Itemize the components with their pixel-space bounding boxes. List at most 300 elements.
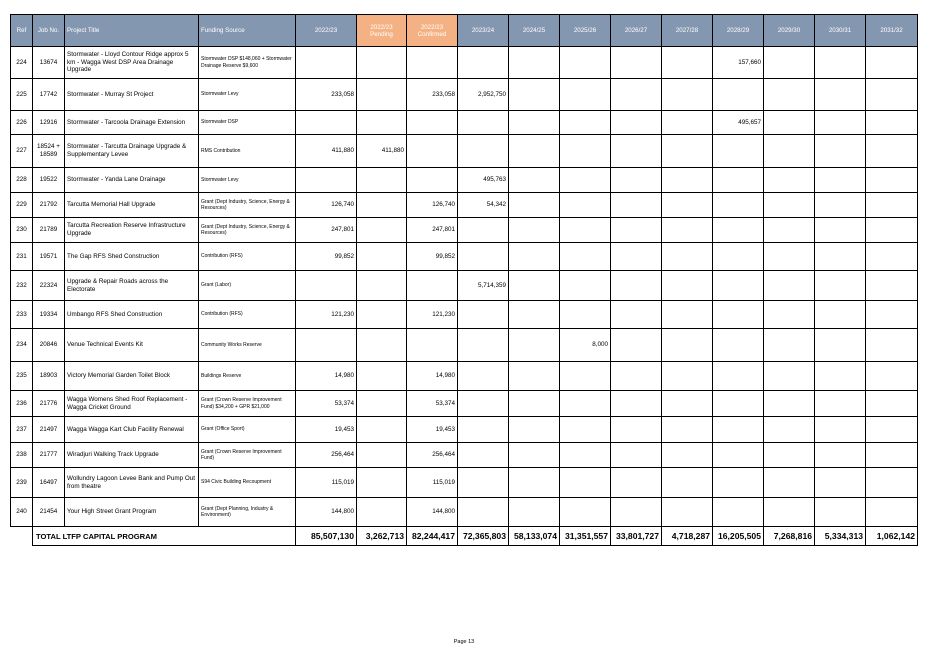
amount-cell	[611, 111, 662, 135]
funding-source-cell: Buildings Reserve	[199, 362, 296, 391]
amount-cell	[815, 329, 866, 362]
project-title-cell: Wollundry Lagoon Levee Bank and Pump Out from theatre	[65, 468, 199, 498]
amount-cell	[458, 417, 509, 443]
amount-cell	[560, 301, 611, 329]
amount-cell	[560, 468, 611, 498]
amount-cell	[815, 417, 866, 443]
amount-cell	[509, 193, 560, 218]
ref-cell: 232	[11, 271, 33, 301]
amount-cell	[296, 111, 357, 135]
amount-cell	[866, 193, 918, 218]
funding-source-cell: Contribution (RFS)	[199, 301, 296, 329]
funding-source-cell: Grant (Dept Industry, Science, Energy & Resources)	[199, 193, 296, 218]
amount-cell: 99,852	[296, 243, 357, 271]
amount-cell	[713, 135, 764, 168]
amount-cell	[611, 243, 662, 271]
amount-cell	[357, 443, 407, 468]
amount-cell	[458, 468, 509, 498]
amount-cell	[560, 111, 611, 135]
amount-cell: 144,800	[407, 498, 458, 527]
header-2027-28: 2027/28	[662, 15, 713, 47]
ref-cell: 225	[11, 79, 33, 111]
amount-cell	[560, 391, 611, 417]
project-title-cell: Wagga Wagga Kart Club Facility Renewal	[65, 417, 199, 443]
amount-cell	[458, 111, 509, 135]
funding-source-cell: Community Works Reserve	[199, 329, 296, 362]
total-cell: 7,268,816	[764, 527, 815, 546]
amount-cell: 411,880	[296, 135, 357, 168]
amount-cell	[509, 468, 560, 498]
amount-cell	[458, 218, 509, 243]
amount-cell	[713, 168, 764, 193]
amount-cell	[866, 468, 918, 498]
amount-cell	[509, 135, 560, 168]
table-row	[11, 135, 918, 168]
amount-cell: 495,657	[713, 111, 764, 135]
project-title-cell: Tarcutta Memorial Hall Upgrade	[65, 193, 199, 218]
amount-cell	[764, 79, 815, 111]
amount-cell	[662, 79, 713, 111]
amount-cell	[611, 79, 662, 111]
amount-cell	[713, 362, 764, 391]
project-title-cell: Stormwater - Yanda Lane Drainage	[65, 168, 199, 193]
amount-cell	[866, 79, 918, 111]
amount-cell	[866, 443, 918, 468]
amount-cell	[815, 443, 866, 468]
project-title-cell: Wagga Womens Shed Roof Replacement - Wagga Cricket Ground	[65, 391, 199, 417]
header-ref: Ref	[11, 15, 33, 47]
amount-cell	[662, 329, 713, 362]
amount-cell	[713, 391, 764, 417]
page-number: Page 13	[453, 639, 475, 645]
amount-cell	[662, 362, 713, 391]
amount-cell	[866, 135, 918, 168]
amount-cell: 19,453	[407, 417, 458, 443]
amount-cell	[764, 362, 815, 391]
funding-source-cell: Stormwater Levy	[199, 168, 296, 193]
ref-cell: 230	[11, 218, 33, 243]
amount-cell	[611, 193, 662, 218]
job-number-cell: 16497	[33, 468, 65, 498]
total-cell: 85,507,130	[296, 527, 357, 546]
amount-cell: 121,230	[296, 301, 357, 329]
funding-source-cell: Grant (Dept Planning, Industry & Environment)	[199, 498, 296, 527]
ref-cell: 238	[11, 443, 33, 468]
amount-cell: 115,019	[296, 468, 357, 498]
header-2026-27: 2026/27	[611, 15, 662, 47]
amount-cell: 157,660	[713, 47, 764, 79]
amount-cell	[815, 79, 866, 111]
amount-cell	[815, 135, 866, 168]
funding-source-cell: Stormwater DSP $148,060 + Stormwater Drainage Reserve $9,600	[199, 47, 296, 79]
amount-cell	[357, 111, 407, 135]
amount-cell	[458, 47, 509, 79]
amount-cell: 247,801	[407, 218, 458, 243]
header-2023-24: 2023/24	[458, 15, 509, 47]
ref-cell: 228	[11, 168, 33, 193]
amount-cell: 53,374	[407, 391, 458, 417]
amount-cell	[611, 271, 662, 301]
amount-cell	[764, 391, 815, 417]
amount-cell	[357, 168, 407, 193]
amount-cell	[458, 498, 509, 527]
header-2030-31: 2030/31	[815, 15, 866, 47]
ref-cell: 239	[11, 468, 33, 498]
amount-cell: 115,019	[407, 468, 458, 498]
amount-cell	[509, 391, 560, 417]
ref-cell: 240	[11, 498, 33, 527]
job-number-cell: 18903	[33, 362, 65, 391]
funding-source-cell: Stormwater Levy	[199, 79, 296, 111]
funding-source-cell: S94 Civic Building Recoupment	[199, 468, 296, 498]
amount-cell	[713, 79, 764, 111]
total-row	[11, 527, 918, 546]
amount-cell	[764, 443, 815, 468]
amount-cell	[713, 329, 764, 362]
header-2022-23: 2022/23	[296, 15, 357, 47]
header-title: Project Title	[65, 15, 199, 47]
amount-cell: 54,342	[458, 193, 509, 218]
amount-cell	[764, 498, 815, 527]
amount-cell	[509, 443, 560, 468]
amount-cell	[407, 111, 458, 135]
amount-cell	[560, 271, 611, 301]
header-job: Job No.	[33, 15, 65, 47]
amount-cell	[815, 47, 866, 79]
amount-cell	[611, 417, 662, 443]
amount-cell: 8,000	[560, 329, 611, 362]
job-number-cell: 21789	[33, 218, 65, 243]
amount-cell	[509, 498, 560, 527]
ref-cell: 224	[11, 47, 33, 79]
ref-cell: 236	[11, 391, 33, 417]
amount-cell	[357, 47, 407, 79]
amount-cell	[713, 443, 764, 468]
amount-cell	[764, 329, 815, 362]
amount-cell	[611, 498, 662, 527]
amount-cell	[713, 498, 764, 527]
project-title-cell: Wiradjuri Walking Track Upgrade	[65, 443, 199, 468]
amount-cell	[662, 498, 713, 527]
amount-cell	[611, 443, 662, 468]
amount-cell	[815, 218, 866, 243]
amount-cell	[509, 417, 560, 443]
amount-cell	[662, 443, 713, 468]
amount-cell	[662, 135, 713, 168]
amount-cell	[866, 329, 918, 362]
amount-cell	[458, 243, 509, 271]
amount-cell	[662, 301, 713, 329]
amount-cell	[560, 362, 611, 391]
amount-cell	[509, 47, 560, 79]
total-cell: 58,133,074	[509, 527, 560, 546]
amount-cell: 5,714,359	[458, 271, 509, 301]
header-pending: 2022/23 Pending	[357, 15, 407, 47]
table-row	[11, 271, 918, 301]
amount-cell	[815, 391, 866, 417]
amount-cell	[662, 193, 713, 218]
table-row	[11, 362, 918, 391]
job-number-cell: 13674	[33, 47, 65, 79]
header-row	[11, 15, 918, 47]
header-2028-29: 2028/29	[713, 15, 764, 47]
table-row	[11, 47, 918, 79]
table-body	[11, 47, 918, 527]
amount-cell	[866, 391, 918, 417]
amount-cell	[296, 271, 357, 301]
table-row	[11, 498, 918, 527]
job-number-cell: 21454	[33, 498, 65, 527]
header-funding: Funding Source	[199, 15, 296, 47]
amount-cell: 144,800	[296, 498, 357, 527]
amount-cell	[560, 443, 611, 468]
amount-cell	[815, 243, 866, 271]
amount-cell: 126,740	[296, 193, 357, 218]
amount-cell	[560, 79, 611, 111]
job-number-cell: 21497	[33, 417, 65, 443]
amount-cell	[560, 218, 611, 243]
amount-cell	[764, 417, 815, 443]
amount-cell	[662, 417, 713, 443]
funding-source-cell: Grant (Office Sport)	[199, 417, 296, 443]
project-title-cell: Venue Technical Events Kit	[65, 329, 199, 362]
amount-cell: 126,740	[407, 193, 458, 218]
amount-cell	[357, 301, 407, 329]
total-blank-ref	[11, 527, 33, 546]
job-number-cell: 19522	[33, 168, 65, 193]
amount-cell: 2,952,750	[458, 79, 509, 111]
amount-cell	[509, 329, 560, 362]
job-number-cell: 21776	[33, 391, 65, 417]
project-title-cell: Umbango RFS Shed Construction	[65, 301, 199, 329]
ref-cell: 234	[11, 329, 33, 362]
project-title-cell: Stormwater - Murray St Project	[65, 79, 199, 111]
ref-cell: 231	[11, 243, 33, 271]
amount-cell	[662, 468, 713, 498]
project-title-cell: Victory Memorial Garden Toilet Block	[65, 362, 199, 391]
total-cell: 72,365,803	[458, 527, 509, 546]
table-row	[11, 218, 918, 243]
amount-cell	[764, 468, 815, 498]
header-2031-32: 2031/32	[866, 15, 918, 47]
amount-cell	[866, 168, 918, 193]
amount-cell	[509, 301, 560, 329]
project-title-cell: Tarcutta Recreation Reserve Infrastructure Upgrade	[65, 218, 199, 243]
amount-cell: 247,801	[296, 218, 357, 243]
project-title-cell: Upgrade & Repair Roads across the Electorate	[65, 271, 199, 301]
amount-cell	[509, 218, 560, 243]
amount-cell	[560, 193, 611, 218]
funding-source-cell: Grant (Labor)	[199, 271, 296, 301]
amount-cell: 495,763	[458, 168, 509, 193]
amount-cell	[611, 168, 662, 193]
amount-cell	[357, 79, 407, 111]
amount-cell	[611, 329, 662, 362]
amount-cell	[866, 417, 918, 443]
amount-cell	[713, 218, 764, 243]
amount-cell: 256,464	[407, 443, 458, 468]
amount-cell	[407, 168, 458, 193]
table-row	[11, 193, 918, 218]
amount-cell	[662, 391, 713, 417]
ref-cell: 237	[11, 417, 33, 443]
amount-cell	[357, 468, 407, 498]
total-cell: 33,801,727	[611, 527, 662, 546]
amount-cell: 256,464	[296, 443, 357, 468]
amount-cell	[611, 301, 662, 329]
amount-cell	[866, 111, 918, 135]
table-row	[11, 468, 918, 498]
amount-cell	[713, 417, 764, 443]
funding-source-cell: Grant (Crown Reserve Improvement Fund) $34,200 + GPR $21,000	[199, 391, 296, 417]
amount-cell	[713, 301, 764, 329]
amount-cell	[662, 271, 713, 301]
table-row	[11, 301, 918, 329]
amount-cell	[296, 168, 357, 193]
amount-cell	[458, 135, 509, 168]
amount-cell	[815, 362, 866, 391]
amount-cell	[560, 135, 611, 168]
capital-program-table	[10, 14, 918, 546]
amount-cell: 121,230	[407, 301, 458, 329]
amount-cell	[509, 271, 560, 301]
amount-cell	[560, 243, 611, 271]
amount-cell	[560, 47, 611, 79]
amount-cell	[815, 301, 866, 329]
amount-cell	[815, 193, 866, 218]
amount-cell	[357, 218, 407, 243]
amount-cell	[764, 243, 815, 271]
amount-cell	[407, 329, 458, 362]
funding-source-cell: Grant (Dept Industry, Science, Energy & Resources)	[199, 218, 296, 243]
table-row	[11, 329, 918, 362]
amount-cell	[866, 218, 918, 243]
project-title-cell: Your High Street Grant Program	[65, 498, 199, 527]
total-cell: 5,334,313	[815, 527, 866, 546]
amount-cell	[509, 111, 560, 135]
total-cell: 31,351,557	[560, 527, 611, 546]
amount-cell	[662, 218, 713, 243]
amount-cell	[611, 47, 662, 79]
ref-cell: 229	[11, 193, 33, 218]
amount-cell	[357, 329, 407, 362]
ref-cell: 227	[11, 135, 33, 168]
job-number-cell: 12916	[33, 111, 65, 135]
amount-cell	[296, 329, 357, 362]
amount-cell	[560, 498, 611, 527]
header-confirmed: 2022/23 Confirmed	[407, 15, 458, 47]
amount-cell	[866, 498, 918, 527]
amount-cell	[458, 362, 509, 391]
job-number-cell: 21792	[33, 193, 65, 218]
project-title-cell: Stormwater - Lloyd Contour Ridge approx 5 km - Wagga West DSP Area Drainage Upgrade	[65, 47, 199, 79]
amount-cell	[296, 47, 357, 79]
amount-cell	[662, 168, 713, 193]
amount-cell	[662, 111, 713, 135]
amount-cell: 14,980	[407, 362, 458, 391]
funding-source-cell: Contribution (RFS)	[199, 243, 296, 271]
project-title-cell: Stormwater - Tarcoola Drainage Extension	[65, 111, 199, 135]
amount-cell	[815, 271, 866, 301]
amount-cell	[713, 243, 764, 271]
amount-cell	[407, 47, 458, 79]
amount-cell	[866, 271, 918, 301]
job-number-cell: 19571	[33, 243, 65, 271]
amount-cell: 53,374	[296, 391, 357, 417]
funding-source-cell: Grant (Crown Reserve Improvement Fund)	[199, 443, 296, 468]
table-row	[11, 417, 918, 443]
amount-cell	[764, 301, 815, 329]
total-cell: 82,244,417	[407, 527, 458, 546]
amount-cell	[713, 468, 764, 498]
amount-cell	[458, 301, 509, 329]
amount-cell: 233,058	[296, 79, 357, 111]
header-2029-30: 2029/30	[764, 15, 815, 47]
table-row	[11, 243, 918, 271]
job-number-cell: 21777	[33, 443, 65, 468]
amount-cell	[764, 271, 815, 301]
job-number-cell: 18524 + 18589	[33, 135, 65, 168]
ref-cell: 233	[11, 301, 33, 329]
amount-cell	[357, 362, 407, 391]
amount-cell	[866, 362, 918, 391]
job-number-cell: 20846	[33, 329, 65, 362]
amount-cell	[458, 443, 509, 468]
amount-cell	[764, 218, 815, 243]
total-cell: 16,205,505	[713, 527, 764, 546]
amount-cell	[560, 417, 611, 443]
job-number-cell: 19334	[33, 301, 65, 329]
ref-cell: 235	[11, 362, 33, 391]
table-row	[11, 443, 918, 468]
amount-cell	[611, 218, 662, 243]
amount-cell	[458, 329, 509, 362]
amount-cell	[458, 391, 509, 417]
amount-cell	[357, 391, 407, 417]
total-cell: 1,062,142	[866, 527, 918, 546]
amount-cell	[509, 79, 560, 111]
amount-cell	[611, 135, 662, 168]
amount-cell	[357, 193, 407, 218]
amount-cell	[815, 111, 866, 135]
amount-cell	[815, 468, 866, 498]
project-title-cell: Stormwater - Tarcutta Drainage Upgrade & Supplementary Levee	[65, 135, 199, 168]
amount-cell	[611, 468, 662, 498]
amount-cell: 14,980	[296, 362, 357, 391]
table-row	[11, 111, 918, 135]
amount-cell	[662, 47, 713, 79]
amount-cell	[560, 168, 611, 193]
table-row	[11, 79, 918, 111]
job-number-cell: 22324	[33, 271, 65, 301]
amount-cell	[866, 243, 918, 271]
amount-cell	[357, 243, 407, 271]
amount-cell	[611, 391, 662, 417]
header-2025-26: 2025/26	[560, 15, 611, 47]
total-cell: 4,718,287	[662, 527, 713, 546]
amount-cell	[815, 498, 866, 527]
amount-cell	[357, 417, 407, 443]
ref-cell: 226	[11, 111, 33, 135]
amount-cell	[357, 271, 407, 301]
amount-cell: 19,453	[296, 417, 357, 443]
amount-cell	[764, 168, 815, 193]
amount-cell	[764, 47, 815, 79]
amount-cell	[611, 362, 662, 391]
total-cell: 3,262,713	[357, 527, 407, 546]
amount-cell	[815, 168, 866, 193]
total-label: TOTAL LTFP CAPITAL PROGRAM	[33, 527, 296, 546]
